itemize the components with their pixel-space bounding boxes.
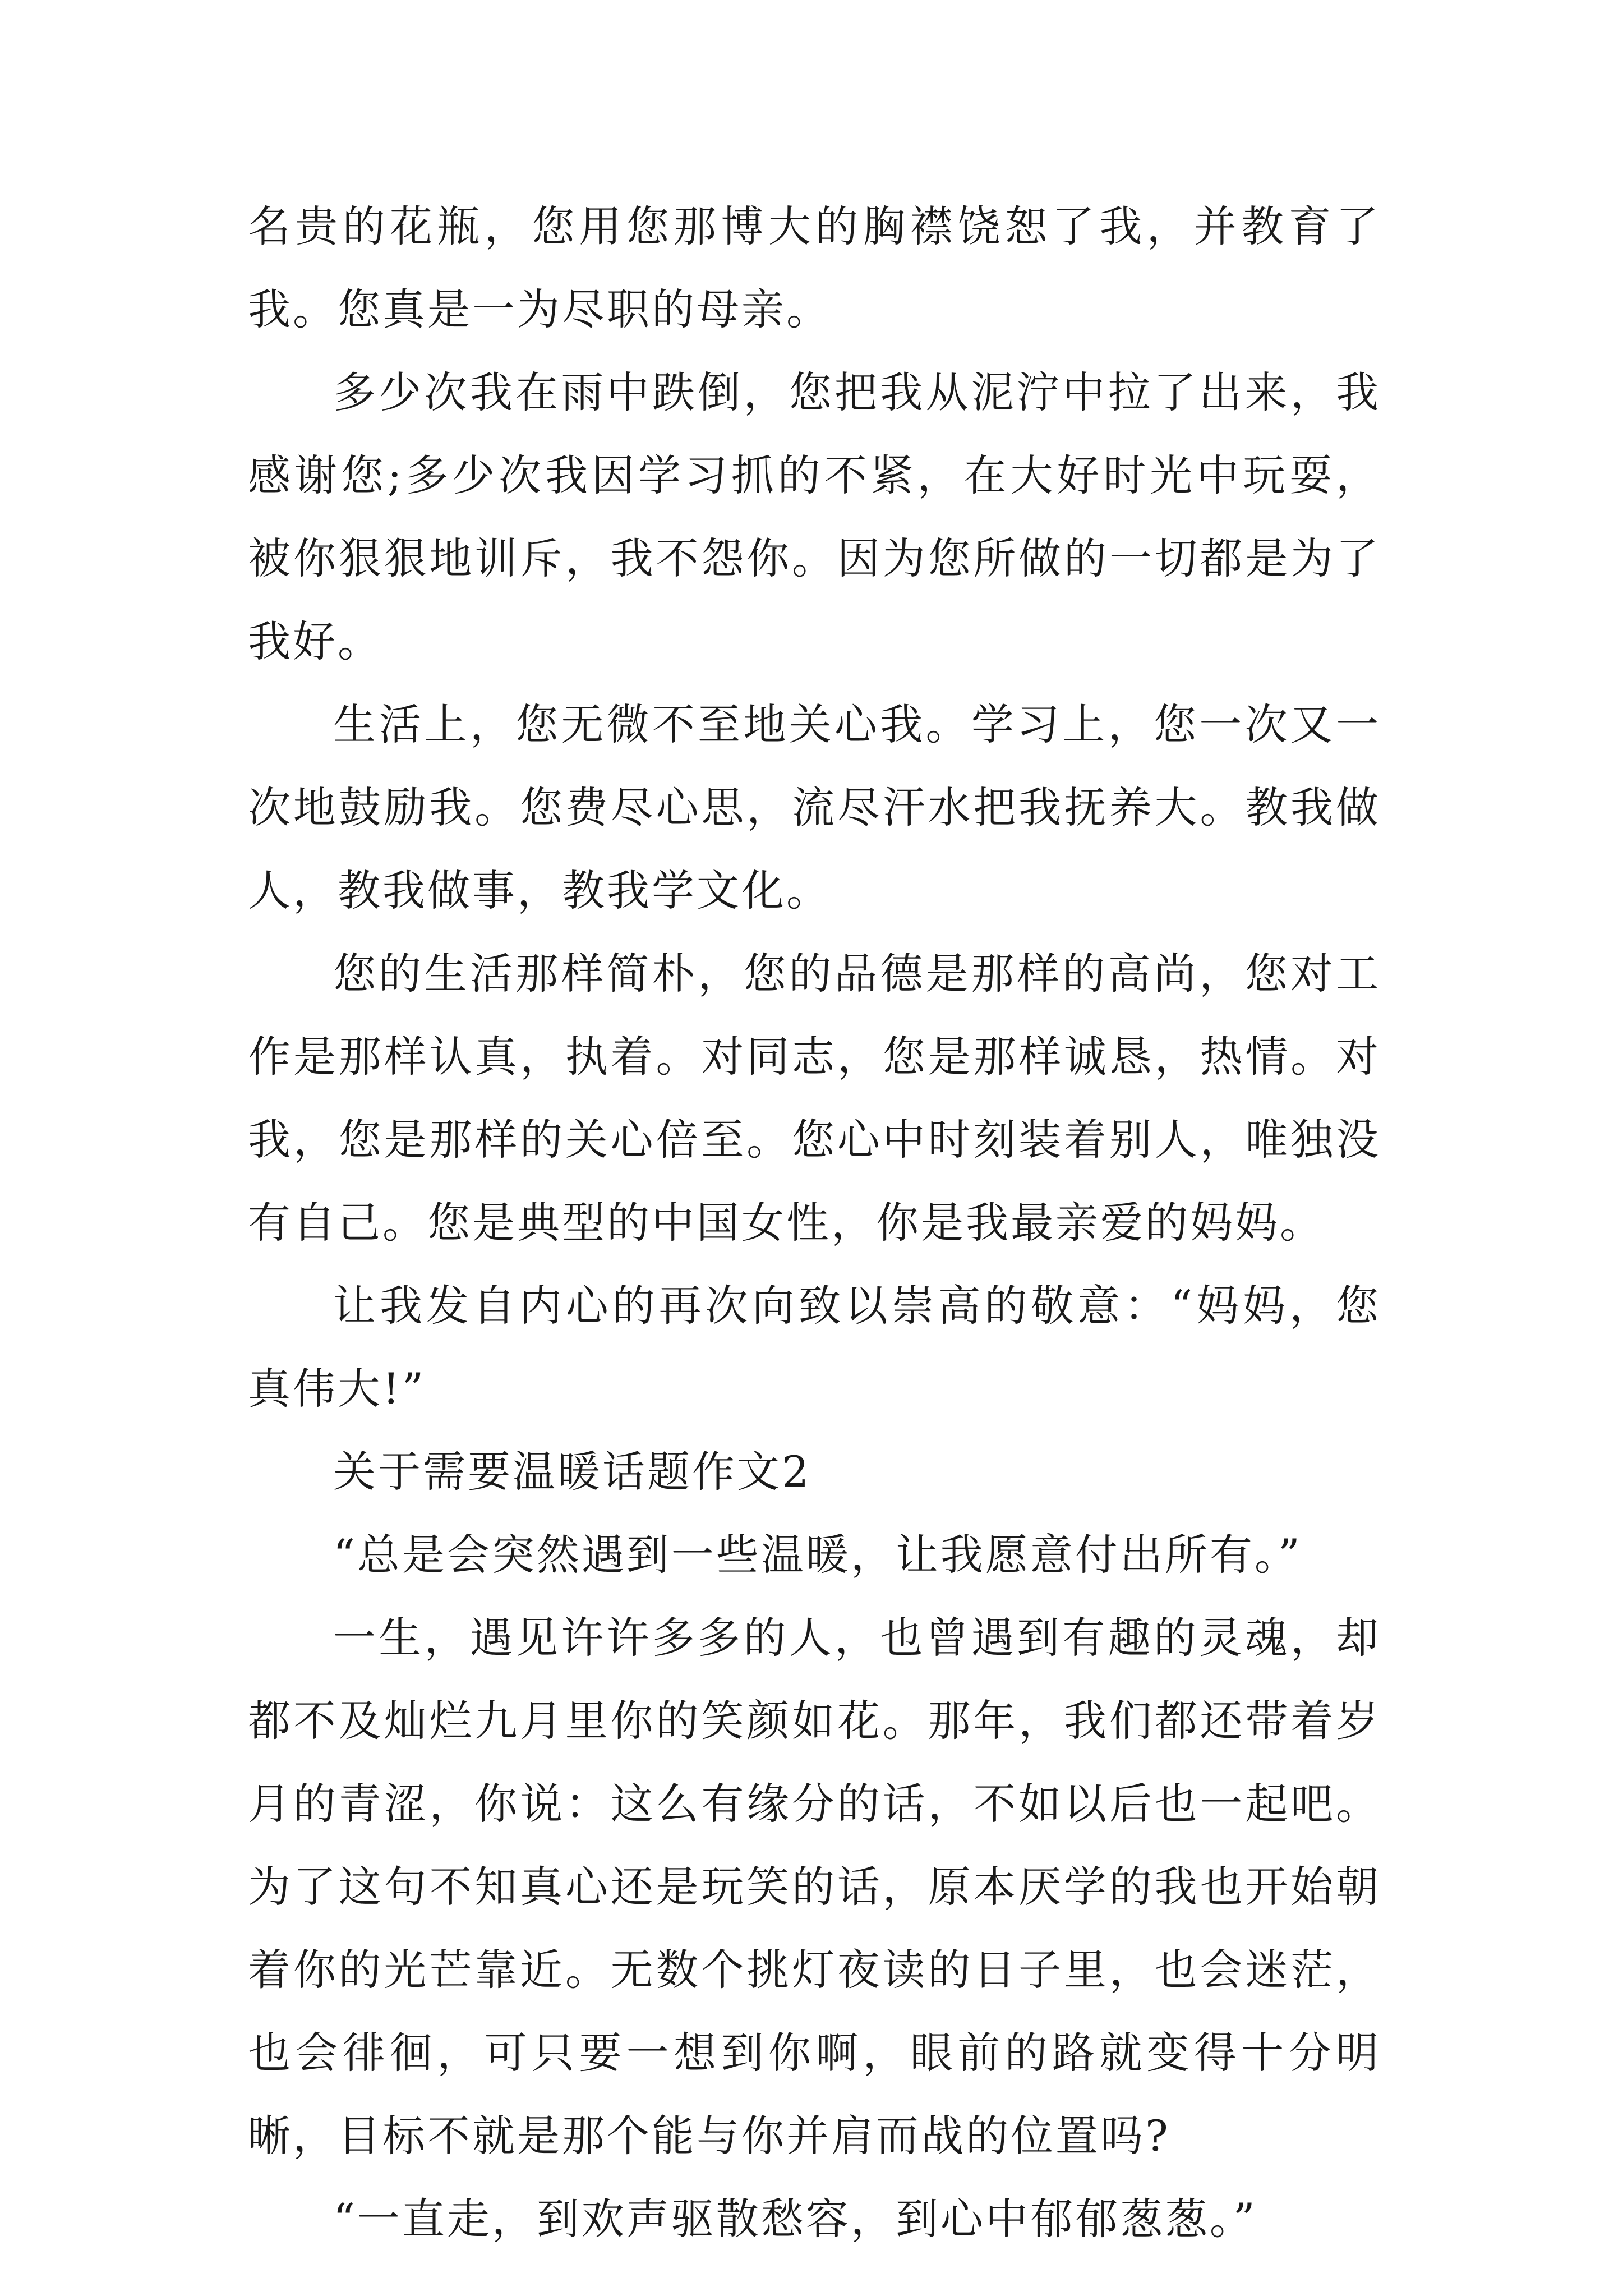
paragraph: 您的生活那样简朴，您的品德是那样的高尚，您对工作是那样认真，执着。对同志，您是那样诚恳，热情。对我，您是那样的关心倍至。您心中时刻装着别人，唯独没有自己。您是典型的中国女性，你是我最亲爱的妈妈。 [248,949,1381,1248]
paragraph: 多少次我在雨中跌倒，您把我从泥泞中拉了出来，我感谢您;多少次我因学习抓的不紧，在大好时光中玩耍，被你狠狠地训斥，我不怨你。因为您所做的一切都是为了我好。 [248,367,1381,666]
paragraph: “总是会突然遇到一些温暖，让我愿意付出所有。” [333,1530,1302,1580]
section-heading: 关于需要温暖话题作文2 [333,1447,811,1497]
paragraph: 一生，遇见许许多多的人，也曾遇到有趣的灵魂，却都不及灿烂九月里你的笑颜如花。那年，我们都还带着岁月的青涩，你说：这么有缘分的话，不如以后也一起吧。为了这句不知真心还是玩笑的话，原本厌学的我也开始朝着你的光芒靠近。无数个挑灯夜读的日子里，也会迷茫，也会徘徊，可只要一想到你啊，眼前的路就变得十分明晰，目标不就是那个能与你并肩而战的位置吗? [248,1613,1381,2161]
paragraph: 让我发自内心的再次向致以崇高的敬意：“妈妈，您真伟大!” [248,1281,1381,1414]
paragraph: “一直走，到欢声驱散愁容，到心中郁郁葱葱。” [333,2194,1257,2244]
document-body [248,185,1381,2261]
paragraph-continuation: 名贵的花瓶，您用您那博大的胸襟饶恕了我，并教育了我。您真是一为尽职的母亲。 [248,201,1381,334]
paragraph: 生活上，您无微不至地关心我。学习上，您一次又一次地鼓励我。您费尽心思，流尽汗水把我抚养大。教我做人，教我做事，教我学文化。 [248,700,1381,915]
